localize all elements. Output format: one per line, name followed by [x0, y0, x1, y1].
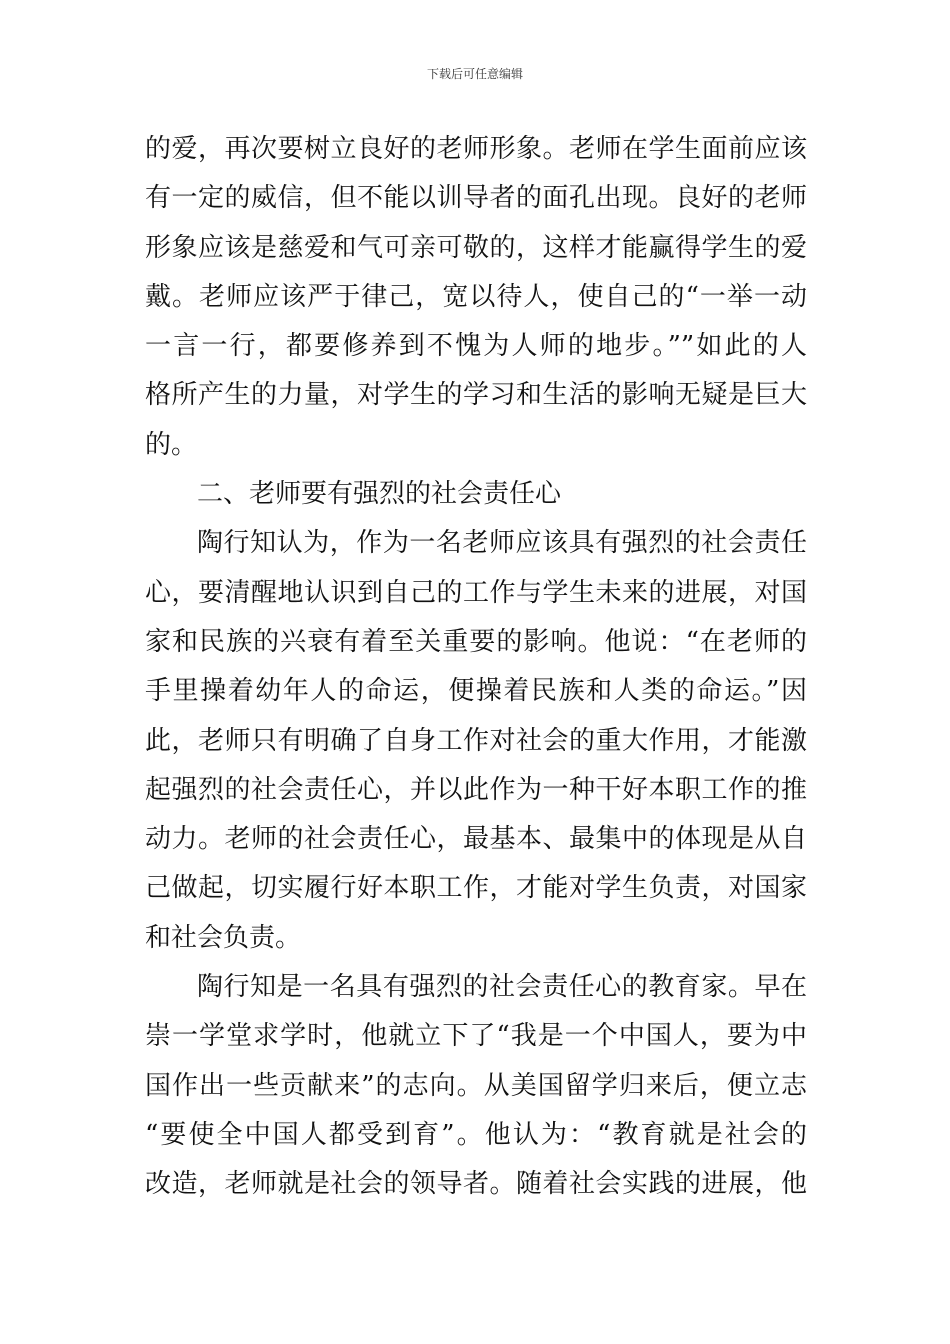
text-line: 形象应该是慈爱和气可亲可敬的，这样才能赢得学生的爱 [145, 232, 807, 263]
text-line: 改造，老师就是社会的领导者。随着社会实践的进展，他 [145, 1169, 807, 1200]
text-line: 陶行知是一名具有强烈的社会责任心的教育家。早在 [197, 972, 807, 1003]
text-line: 家和民族的兴衰有着至关重要的影响。他说：“在老师的 [145, 626, 807, 657]
text-line: 格所产生的力量，对学生的学习和生活的影响无疑是巨大 [145, 380, 807, 411]
text-line: 一言一行，都要修养到不愧为人师的地步。””如此的人 [145, 331, 807, 362]
page-header: 下载后可任意编辑 [426, 67, 523, 81]
text-line: 和社会负责。 [145, 922, 302, 953]
text-line: 戴。老师应该严于律己，宽以待人，使自己的“一举一动 [145, 281, 807, 312]
text-line: 心，要清醒地认识到自己的工作与学生未来的进展，对国 [145, 577, 807, 608]
text-line: “要使全中国人都受到育”。他认为：“教育就是社会的 [145, 1119, 807, 1150]
text-line: 崇一学堂求学时，他就立下了“我是一个中国人，要为中 [145, 1021, 807, 1052]
text-line: 动力。老师的社会责任心，最基本、最集中的体现是从自 [145, 824, 807, 855]
text-line: 陶行知认为，作为一名老师应该具有强烈的社会责任 [197, 528, 807, 559]
text-line: 手里操着幼年人的命运，便操着民族和人类的命运。”因 [145, 676, 807, 707]
section-heading: 二、老师要有强烈的社会责任心 [197, 479, 562, 510]
document-body [145, 125, 807, 1210]
text-line: 的爱，再次要树立良好的老师形象。老师在学生面前应该 [145, 134, 807, 164]
text-line: 的。 [145, 429, 198, 460]
text-line: 起强烈的社会责任心，并以此作为一种干好本职工作的推 [145, 774, 807, 805]
text-line: 国作出一些贡献来”的志向。从美国留学归来后，便立志 [145, 1070, 807, 1101]
text-line: 己做起，切实履行好本职工作，才能对学生负责，对国家 [145, 873, 807, 904]
text-line: 有一定的威信，但不能以训导者的面孔出现。良好的老师 [145, 183, 807, 214]
text-line: 此，老师只有明确了自身工作对社会的重大作用，才能激 [145, 725, 807, 756]
